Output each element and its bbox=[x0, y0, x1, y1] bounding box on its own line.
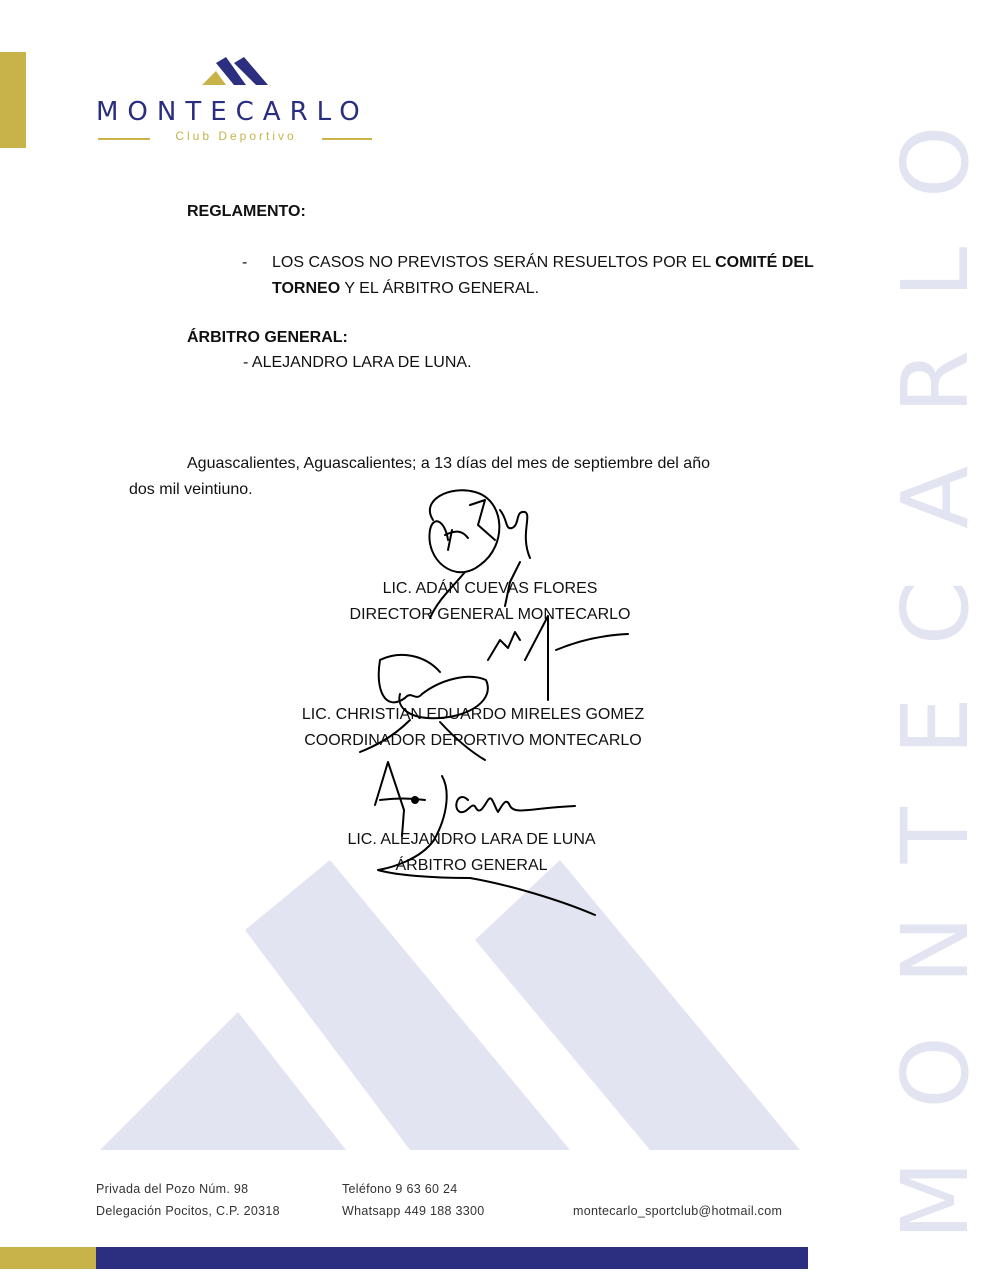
signatory-1-role: DIRECTOR GENERAL MONTECARLO bbox=[349, 606, 631, 623]
arbitro-heading: ÁRBITRO GENERAL: bbox=[187, 329, 348, 346]
signatory-2-role: COORDINADOR DEPORTIVO MONTECARLO bbox=[304, 732, 642, 749]
header-gold-bar bbox=[0, 52, 26, 148]
reglamento-line2-text: Y EL ÁRBITRO GENERAL. bbox=[340, 280, 540, 297]
footer-navy-bar bbox=[96, 1247, 808, 1269]
reglamento-heading: REGLAMENTO: bbox=[187, 203, 306, 220]
signatory-2-name: LIC. CHRISTIAN EDUARDO MIRELES GOMEZ bbox=[301, 706, 645, 723]
logo-subtitle: Club Deportivo bbox=[175, 129, 297, 143]
reglamento-bullet: - bbox=[242, 254, 248, 271]
signatory-3-name: LIC. ALEJANDRO LARA DE LUNA bbox=[347, 831, 596, 848]
signatory-3-role: ÁRBITRO GENERAL bbox=[395, 857, 548, 874]
footer-address-line1: Privada del Pozo Núm. 98 bbox=[96, 1182, 249, 1196]
reglamento-line1-text: LOS CASOS NO PREVISTOS SERÁN RESUELTOS POR EL bbox=[272, 254, 716, 271]
footer-phone: Teléfono 9 63 60 24 bbox=[342, 1182, 458, 1196]
reglamento-line1-bold: COMITÉ DEL bbox=[715, 254, 814, 271]
closing-line-2: dos mil veintiuno. bbox=[129, 481, 253, 498]
footer-gold-bar bbox=[0, 1247, 96, 1269]
signatory-2 bbox=[200, 702, 746, 754]
background-watermark-logo bbox=[90, 860, 810, 1160]
closing-line-1: Aguascalientes, Aguascalientes; a 13 días del mes de septiembre del año bbox=[187, 455, 710, 472]
footer-address bbox=[96, 1178, 280, 1222]
logo-wordmark: MONTECARLO bbox=[96, 97, 369, 127]
logo-left-rule bbox=[98, 138, 150, 140]
reglamento-line2-bold: TORNEO bbox=[272, 280, 341, 297]
footer-contact bbox=[342, 1178, 485, 1222]
footer-whatsapp: Whatsapp 449 188 3300 bbox=[342, 1204, 485, 1218]
logo-subtitle-row bbox=[96, 129, 376, 149]
reglamento-item bbox=[272, 250, 832, 302]
signatory-1 bbox=[220, 576, 760, 628]
footer-email[interactable]: montecarlo_sportclub@hotmail.com bbox=[573, 1204, 783, 1218]
logo-mark-icon bbox=[198, 55, 288, 89]
montecarlo-logo bbox=[96, 55, 386, 150]
footer-address-line2: Delegación Pocitos, C.P. 20318 bbox=[96, 1204, 280, 1218]
logo-right-rule bbox=[322, 138, 372, 140]
vertical-watermark-text bbox=[882, 0, 989, 1250]
signatory-3 bbox=[200, 827, 743, 879]
arbitro-item: - ALEJANDRO LARA DE LUNA. bbox=[243, 354, 472, 371]
signatory-1-name: LIC. ADÁN CUEVAS FLORES bbox=[382, 580, 598, 597]
svg-text:MONTECARLO: MONTECARLO bbox=[882, 73, 989, 1240]
